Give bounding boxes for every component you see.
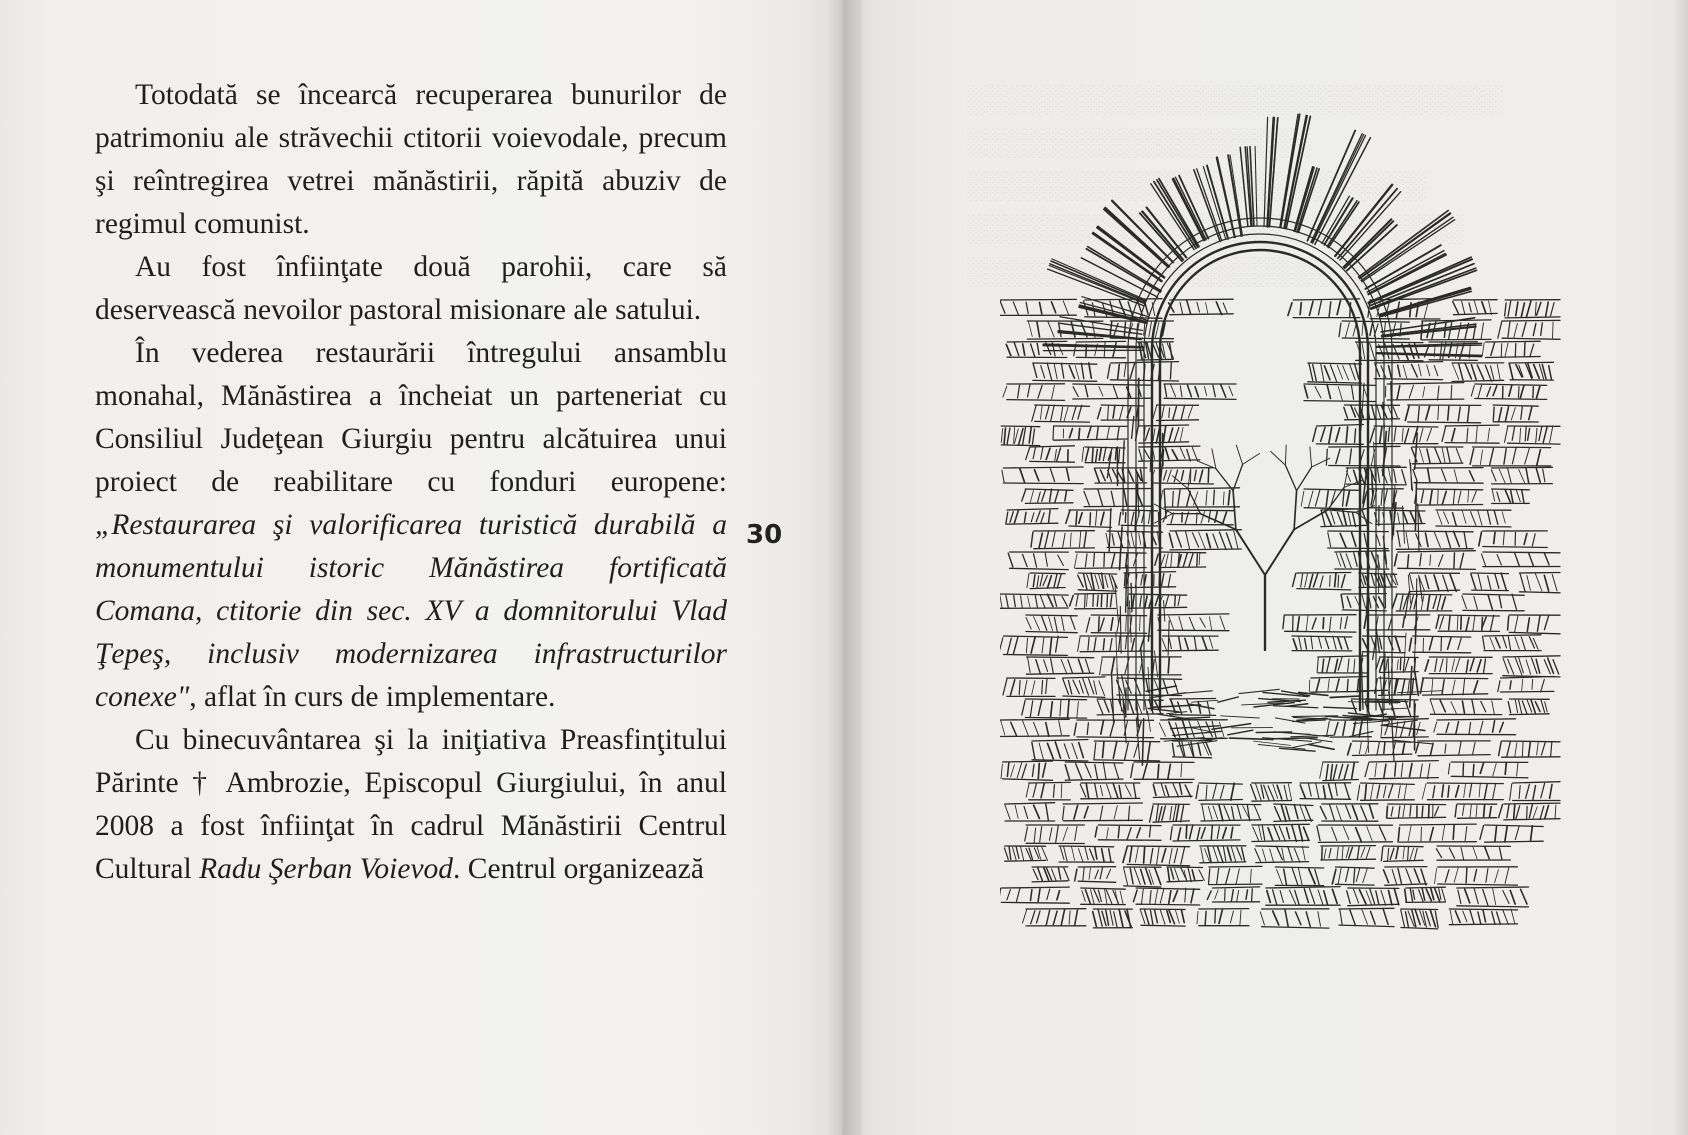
gutter-shadow: [826, 0, 862, 1135]
text-segment: . Centrul organizează: [453, 853, 704, 885]
text-segment: , aflat în curs de implementare.: [189, 681, 556, 713]
paragraph: [95, 719, 727, 891]
bleed-through-text: ░░░░░░░░░░░░░░░░░░░░░░░░░░░░ ░░░░░░░░░░░░░░░░░░ ░░░░░░░░░░░░░░░░░░░░░░░░ ░░░░░░░░░░░░░░░░░░░░░░░░░░ ░░░░░░░░░░░░░░░░░░░░░: [966, 84, 1502, 286]
paragraph: [95, 332, 727, 719]
page-number: 30: [746, 520, 783, 550]
text-segment: Cu binecuvântarea şi la iniţiativa Preasfinţitului Părinte † Ambrozie, Episcopul Giurgiului, în anul 2008 a fost înfiinţat în cadrul Mănăstirii Centrul Cultural: [95, 724, 727, 885]
italic-text: Radu Şerban Voievod: [199, 853, 454, 885]
page-edge: [1674, 0, 1688, 1135]
arched-window-sketch-icon: [1000, 90, 1600, 990]
paragraph: [95, 74, 727, 246]
text-segment: Totodată se încearcă recuperarea bunurilor de patrimoniu ale străvechii ctitorii voievodale, precum şi reîntregirea vetrei mănăstirii, răpită abuziv de regimul comunist.: [95, 79, 727, 240]
text-segment: În vederea restaurării întregului ansamblu monahal, Mănăstirea a încheiat un parteneriat cu Consiliul Judeţean Giurgiu pentru alcătuirea unui proiect de reabilitare cu fonduri europene:: [95, 337, 727, 498]
body-text: [95, 74, 727, 891]
italic-text: „Restaurarea şi valorificarea turistică durabilă a monumentului istoric Mănăstirea fortificată Comana, ctitorie din sec. XV a domnitorului Vlad Ţepeş, inclusiv modernizarea infrastructurilor conexe": [95, 509, 727, 713]
paragraph: [95, 246, 727, 332]
left-page: [0, 0, 842, 1135]
text-segment: Au fost înfiinţate două parohii, care să deservească nevoilor pastoral misionare ale satului.: [95, 251, 727, 326]
